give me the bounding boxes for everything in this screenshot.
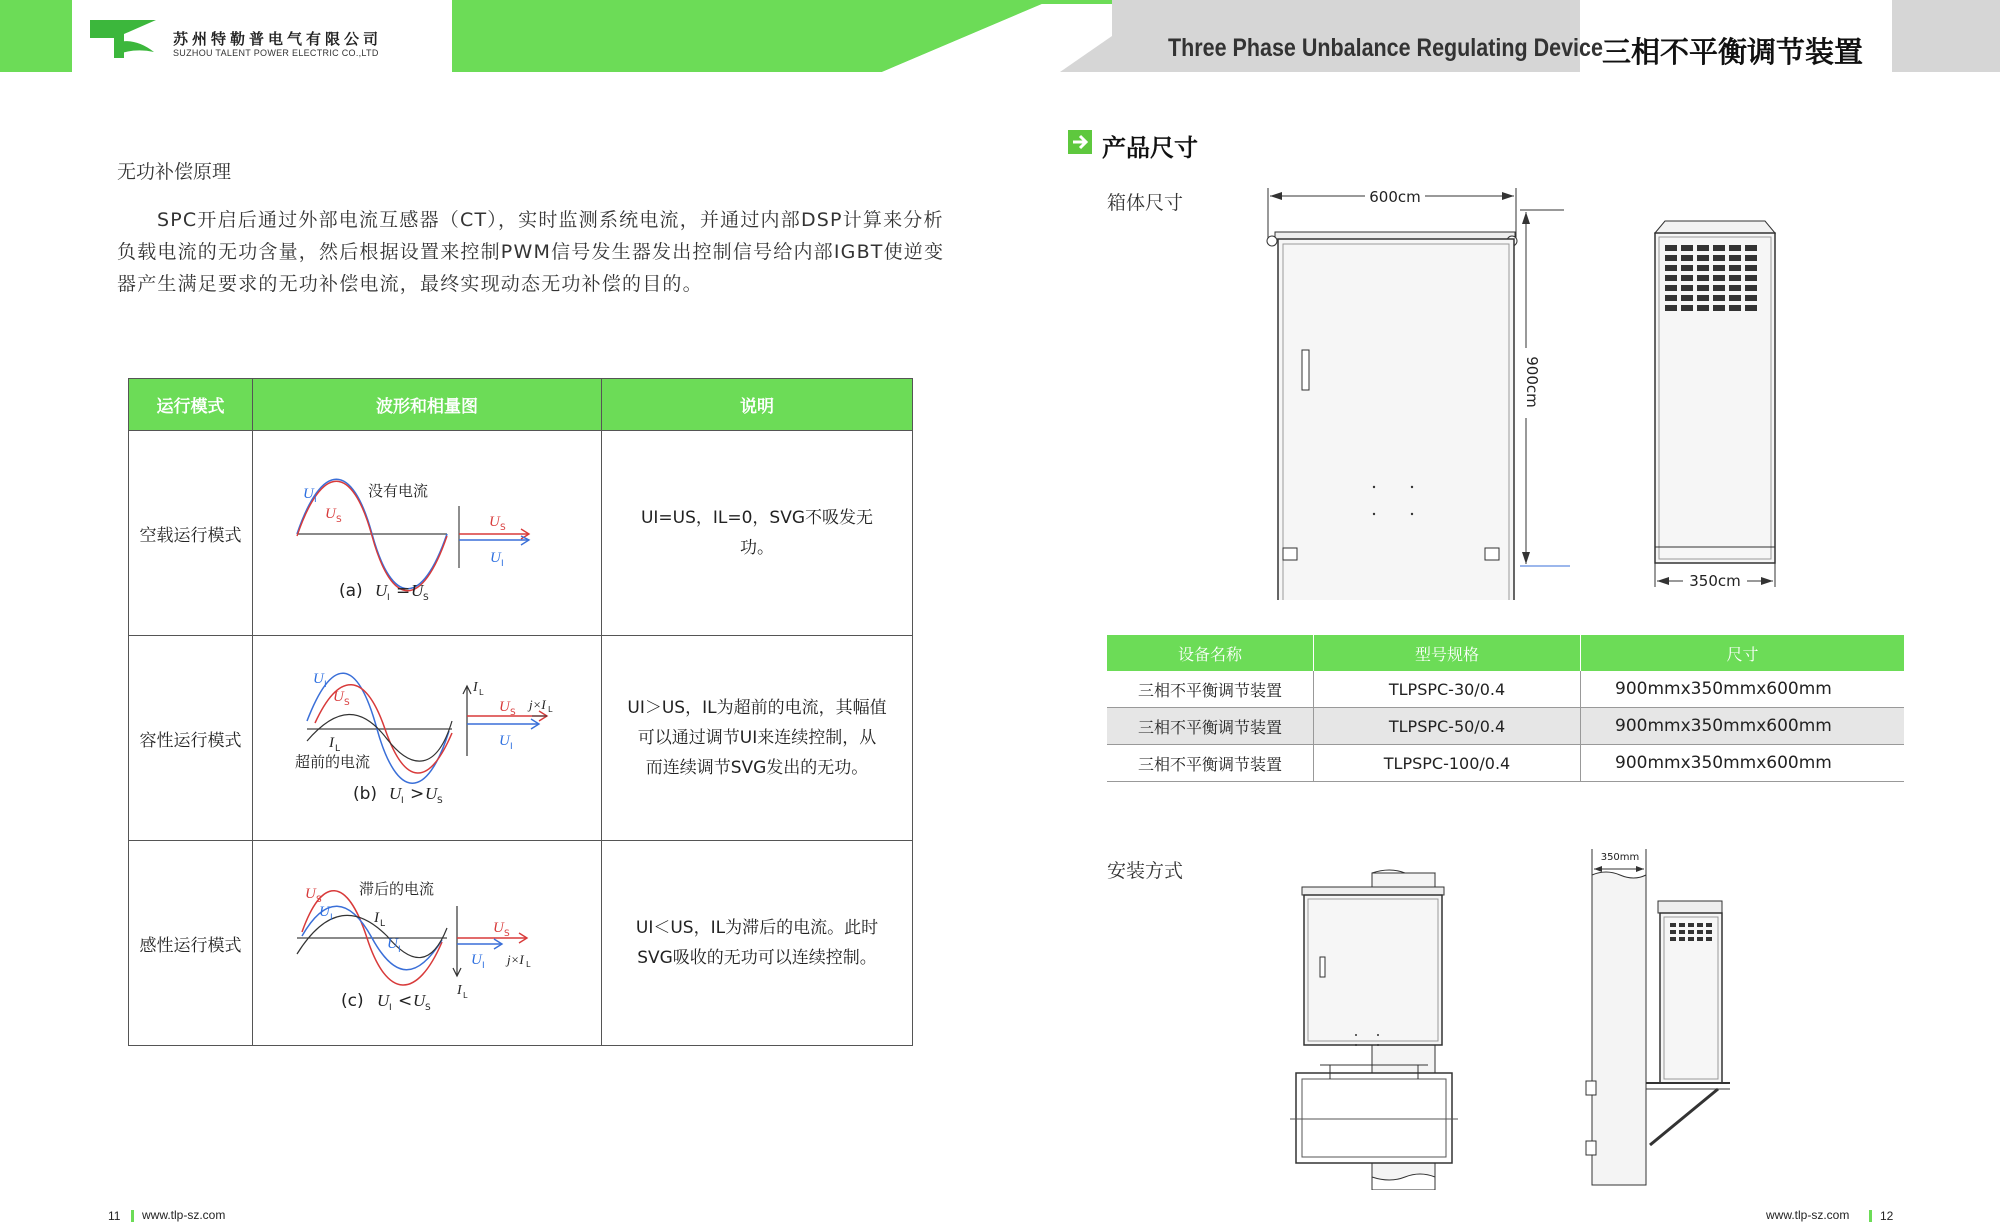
footer-url-left[interactable]: www.tlp-sz.com (142, 1208, 226, 1222)
svg-text:U: U (305, 885, 316, 902)
svg-text:U: U (387, 935, 398, 952)
footer-bar-right (1869, 1210, 1872, 1222)
table-row (1107, 708, 1904, 745)
svg-text:I: I (374, 909, 379, 926)
svg-text:S: S (316, 894, 322, 905)
spec-cell-model: TLPSPC-50/0.4 (1314, 708, 1581, 745)
svg-text:S: S (437, 795, 443, 806)
svg-text:U: U (375, 580, 388, 600)
caption-relation: > (410, 783, 425, 804)
cabinet-front-drawing (1260, 180, 1580, 600)
principle-paragraph: SPC开启后通过外部电流互感器（CT），实时监测系统电流，并通过内部DSP计算来分析负载电流的无功含量，然后根据设置来控制PWM信号发生器发出控制信号给内部IGBT使逆变器产生满足要求的无功补偿电流，最终实现动态无功补偿的目的。 (117, 209, 945, 295)
desc-line: 可以通过调节UI来连续控制，从 (637, 728, 877, 748)
company-logo-icon (84, 12, 162, 62)
svg-text:S: S (423, 592, 429, 603)
spec-col-model: 型号规格 (1314, 635, 1581, 671)
desc-line: UI=US，IL=0，SVG不吸发无功。 (640, 508, 874, 558)
table-row (129, 431, 913, 636)
header-grey-block-right (1892, 0, 2000, 72)
svg-text:S: S (504, 928, 510, 939)
svg-text:U: U (333, 688, 344, 705)
mode-description (602, 431, 913, 636)
spec-cell-size: 900mmx350mmx600mm (1581, 708, 1905, 745)
dim-height: 900cm (1523, 356, 1541, 408)
svg-text:I: I (329, 734, 334, 751)
caption-relation: < (398, 990, 413, 1011)
svg-text:U: U (425, 783, 438, 803)
table-row (1107, 671, 1904, 708)
svg-text:L: L (479, 687, 484, 697)
company-name-en: SUZHOU TALENT POWER ELECTRIC CO.,LTD (173, 48, 379, 58)
svg-text:U: U (303, 485, 314, 502)
svg-text:I: I (510, 741, 513, 752)
svg-text:U: U (493, 919, 504, 936)
svg-text:I: I (330, 912, 333, 923)
svg-text:I: I (457, 982, 462, 998)
svg-text:I: I (482, 960, 485, 971)
svg-text:U: U (499, 698, 510, 715)
box-size-label: 箱体尺寸 (1107, 192, 1184, 214)
dim-width: 600cm (1369, 188, 1421, 206)
spec-col-name: 设备名称 (1107, 635, 1314, 671)
cabinet-side-drawing (1645, 215, 1785, 595)
svg-text:U: U (325, 505, 336, 522)
operation-mode-table (128, 378, 913, 1046)
svg-text:S: S (344, 697, 350, 708)
svg-text:U: U (319, 903, 330, 920)
col-header-waveform: 波形和相量图 (253, 379, 602, 431)
spec-cell-size: 900mmx350mmx600mm (1581, 671, 1905, 708)
caption-letter: (b) (353, 783, 378, 804)
desc-line: SVG吸收的无功可以连续控制。 (637, 948, 877, 968)
spec-cell-name: 三相不平衡调节装置 (1107, 745, 1314, 782)
install-label: 安装方式 (1107, 860, 1184, 882)
svg-text:U: U (377, 990, 390, 1010)
install-side-drawing (1580, 845, 1740, 1190)
mode-label: 感性运行模式 (129, 841, 253, 1046)
mode-description (602, 636, 913, 841)
footer-bar-left (131, 1210, 134, 1222)
product-size-title: 产品尺寸 (1102, 134, 1198, 162)
wave-note: 超前的电流 (295, 752, 371, 771)
svg-text:S: S (500, 522, 506, 533)
spec-cell-model: TLPSPC-30/0.4 (1314, 671, 1581, 708)
page-number-left: 11 (108, 1209, 121, 1223)
spec-cell-name: 三相不平衡调节装置 (1107, 708, 1314, 745)
desc-line: UI＞US，IL为超前的电流，其幅值 (627, 698, 887, 718)
svg-text:U: U (489, 513, 500, 530)
mode-label: 容性运行模式 (129, 636, 253, 841)
wave-note: 没有电流 (368, 481, 429, 500)
svg-text:L: L (335, 743, 341, 754)
company-name-cn: 苏州特勒普电气有限公司 (173, 30, 383, 48)
footer-url-right[interactable]: www.tlp-sz.com (1766, 1208, 1850, 1222)
svg-text:S: S (510, 707, 516, 718)
install-front-drawing (1290, 865, 1460, 1190)
waveform-diagram-b (277, 661, 577, 811)
section-arrow-icon (1068, 130, 1092, 154)
header-green-block-left (0, 0, 72, 72)
svg-text:U: U (499, 732, 510, 749)
principle-title: 无功补偿原理 (117, 161, 232, 183)
svg-text:U: U (490, 549, 501, 566)
svg-text:L: L (526, 959, 531, 969)
svg-text:S: S (336, 514, 342, 525)
svg-text:L: L (463, 990, 468, 1000)
table-row (1107, 745, 1904, 782)
svg-text:I: I (473, 679, 478, 695)
spec-col-size: 尺寸 (1581, 635, 1905, 671)
wave-note: 滞后的电流 (359, 879, 435, 898)
mode-description (602, 841, 913, 1046)
header-grey-wedge (1000, 0, 1140, 72)
spec-table (1107, 635, 1904, 782)
caption-relation: = (396, 580, 411, 601)
caption-letter: (a) (339, 580, 363, 601)
caption-letter: (c) (341, 990, 364, 1011)
svg-text:I: I (501, 558, 504, 569)
waveform-diagram-a (277, 456, 577, 606)
svg-text:j×I: j×I (507, 951, 524, 967)
table-row (129, 636, 913, 841)
svg-text:L: L (548, 704, 553, 714)
svg-text:j×I: j×I (529, 696, 546, 712)
svg-text:U: U (389, 783, 402, 803)
svg-text:U: U (313, 670, 324, 687)
col-header-description: 说明 (602, 379, 913, 431)
desc-line: UI＜US，IL为滞后的电流。此时 (635, 918, 879, 938)
svg-text:I: I (398, 944, 401, 955)
waveform-cell (253, 431, 602, 636)
svg-text:I: I (324, 679, 327, 690)
waveform-cell (253, 841, 602, 1046)
svg-text:I: I (401, 795, 404, 806)
svg-text:S: S (425, 1002, 431, 1013)
page-number-right: 12 (1880, 1209, 1894, 1223)
svg-text:U: U (471, 951, 482, 968)
waveform-cell (253, 636, 602, 841)
svg-text:U: U (413, 990, 426, 1010)
spec-cell-size: 900mmx350mmx600mm (1581, 745, 1905, 782)
col-header-mode: 运行模式 (129, 379, 253, 431)
header-title-en: Three Phase Unbalance Regulating Device (1168, 34, 1603, 62)
spec-cell-model: TLPSPC-100/0.4 (1314, 745, 1581, 782)
svg-text:I: I (314, 494, 317, 505)
waveform-diagram-c (277, 866, 577, 1016)
mode-label: 空载运行模式 (129, 431, 253, 636)
svg-text:I: I (389, 1002, 392, 1013)
svg-text:L: L (380, 918, 386, 929)
svg-text:U: U (411, 580, 424, 600)
desc-line: 而连续调节SVG发出的无功。 (645, 758, 869, 778)
dim-pole: 350mm (1600, 852, 1640, 863)
svg-text:I: I (387, 592, 390, 603)
table-row (129, 841, 913, 1046)
spec-cell-name: 三相不平衡调节装置 (1107, 671, 1314, 708)
dim-depth: 350cm (1689, 572, 1741, 590)
header-title-cn: 三相不平衡调节装置 (1602, 35, 1864, 69)
